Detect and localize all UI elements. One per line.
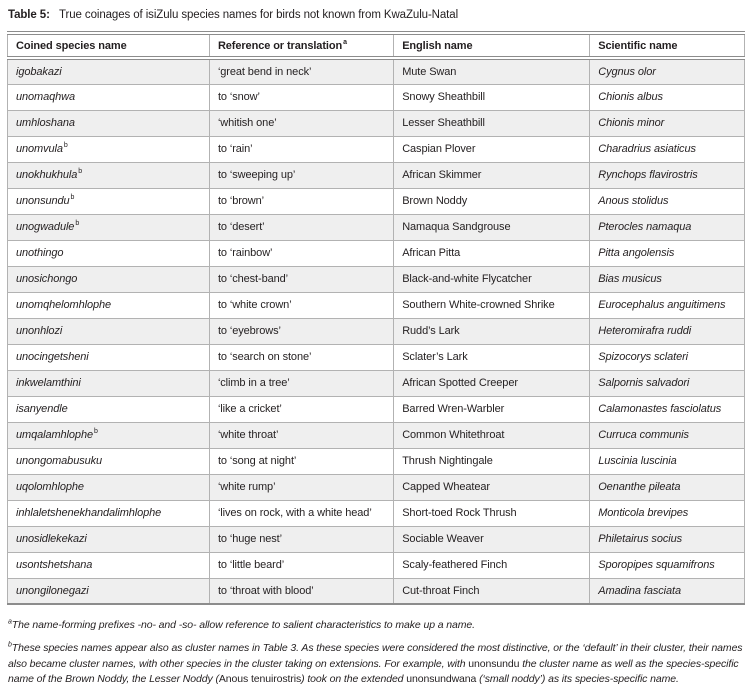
cell-translation: to ‘search on stone’: [209, 344, 393, 370]
cell-scientific-name: Eurocephalus anguitimens: [590, 292, 745, 318]
cell-coined-name: inkwelamthini: [8, 370, 210, 396]
cell-translation: ‘great bend in neck’: [209, 58, 393, 84]
cell-english-name: Capped Wheatear: [394, 474, 590, 500]
cell-coined-name: usontshetshana: [8, 552, 210, 578]
cell-scientific-name: Calamonastes fasciolatus: [590, 396, 745, 422]
cell-english-name: Snowy Sheathbill: [394, 84, 590, 110]
cell-coined-name: unonsundu$^b$: [8, 188, 210, 214]
cell-scientific-name: Chionis albus: [590, 84, 745, 110]
table-row: [8, 292, 745, 318]
table-caption: [8, 9, 745, 21]
cell-translation: to ‘rain’: [209, 136, 393, 162]
cell-coined-name: unosidlekekazi: [8, 526, 210, 552]
footnote-b-marker: b: [8, 641, 12, 649]
table-row: [8, 474, 745, 500]
cell-scientific-name: Charadrius asiaticus: [590, 136, 745, 162]
footnote-a: [8, 618, 746, 634]
footnote-b-segment: unonsundwana: [406, 673, 477, 686]
table-row: [8, 422, 745, 448]
cell-scientific-name: Anous stolidus: [590, 188, 745, 214]
cell-translation: to ‘desert’: [209, 214, 393, 240]
table-row: [8, 344, 745, 370]
cell-coined-name: unogwadule$^b$: [8, 214, 210, 240]
cell-english-name: Thrush Nightingale: [394, 448, 590, 474]
table-row: [8, 58, 745, 84]
table-header: [8, 33, 745, 58]
cell-coined-name: uqolomhlophe: [8, 474, 210, 500]
footnote-b-segment: ) took on the extended: [301, 673, 407, 686]
cell-english-name: African Spotted Creeper: [394, 370, 590, 396]
column-header-label: Scientific name: [598, 39, 678, 52]
footnote-marker-b: b: [70, 194, 75, 202]
cell-coined-name: umhloshana: [8, 110, 210, 136]
cell-scientific-name: Chionis minor: [590, 110, 745, 136]
cell-coined-name: unosichongo: [8, 266, 210, 292]
cell-coined-name: unothingo: [8, 240, 210, 266]
cell-coined-name: unokhukhula$^b$: [8, 162, 210, 188]
cell-scientific-name: Spizocorys sclateri: [590, 344, 745, 370]
table-row: [8, 396, 745, 422]
table-row: [8, 240, 745, 266]
cell-scientific-name: Salpornis salvadori: [590, 370, 745, 396]
cell-english-name: African Skimmer: [394, 162, 590, 188]
cell-scientific-name: Bias musicus: [590, 266, 745, 292]
cell-translation: ‘lives on rock, with a white head’: [209, 500, 393, 526]
cell-english-name: Scaly-feathered Finch: [394, 552, 590, 578]
cell-scientific-name: Curruca communis: [590, 422, 745, 448]
table-row: [8, 552, 745, 578]
table-row: [8, 318, 745, 344]
cell-translation: to ‘huge nest’: [209, 526, 393, 552]
cell-scientific-name: Monticola brevipes: [590, 500, 745, 526]
table-row: [8, 578, 745, 604]
species-table: [7, 31, 745, 605]
cell-coined-name: unomqhelomhlophe: [8, 292, 210, 318]
cell-english-name: African Pitta: [394, 240, 590, 266]
header-row: [8, 33, 745, 58]
cell-coined-name: inhlaletshenekhandalimhlophe: [8, 500, 210, 526]
cell-english-name: Rudd’s Lark: [394, 318, 590, 344]
cell-translation: to ‘brown’: [209, 188, 393, 214]
cell-scientific-name: Sporopipes squamifrons: [590, 552, 745, 578]
cell-english-name: Short-toed Rock Thrush: [394, 500, 590, 526]
cell-scientific-name: Cygnus olor: [590, 58, 745, 84]
cell-coined-name: isanyendle: [8, 396, 210, 422]
cell-english-name: Lesser Sheathbill: [394, 110, 590, 136]
cell-english-name: Black-and-white Flycatcher: [394, 266, 590, 292]
cell-english-name: Brown Noddy: [394, 188, 590, 214]
cell-scientific-name: Oenanthe pileata: [590, 474, 745, 500]
footnote-b: [8, 641, 746, 688]
footnote-marker-b: b: [75, 220, 80, 228]
cell-translation: to ‘song at night’: [209, 448, 393, 474]
footnote-b-segment: (‘small noddy’) as its species-specific name.: [476, 673, 679, 686]
table-row: [8, 370, 745, 396]
cell-coined-name: unongomabusuku: [8, 448, 210, 474]
footnote-marker-b: b: [63, 142, 68, 150]
table-row: [8, 214, 745, 240]
cell-translation: to ‘snow’: [209, 84, 393, 110]
cell-translation: to ‘sweeping up’: [209, 162, 393, 188]
footnote-marker-a: a: [343, 38, 347, 46]
footnote-a-marker: a: [8, 618, 12, 626]
cell-translation: ‘white rump’: [209, 474, 393, 500]
footnote-b-text: [8, 642, 742, 686]
table-row: [8, 500, 745, 526]
cell-english-name: Mute Swan: [394, 58, 590, 84]
cell-translation: ‘like a cricket’: [209, 396, 393, 422]
cell-translation: to ‘chest-band’: [209, 266, 393, 292]
table-row: [8, 266, 745, 292]
cell-english-name: Barred Wren-Warbler: [394, 396, 590, 422]
cell-scientific-name: Pterocles namaqua: [590, 214, 745, 240]
footnote-marker-b: b: [93, 428, 98, 436]
cell-translation: ‘white throat’: [209, 422, 393, 448]
footnote-b-segment: These species names appear also as cluster names in Table 3. As these species were considered the most distinctive, or the ‘default’ in their cluster, their names also became cluster names, with other species in the cluster taking on extensions. For example, with: [8, 641, 743, 670]
table-row: [8, 526, 745, 552]
cell-translation: to ‘eyebrows’: [209, 318, 393, 344]
footnote-b-segment: the cluster name as well as the species-specific name of the Brown Noddy, the Lesser Noddy (: [8, 657, 739, 686]
cell-coined-name: unonhlozi: [8, 318, 210, 344]
column-header-label: Coined species name: [16, 39, 127, 52]
column-header-english-name: [394, 33, 590, 58]
column-header-label: Reference or translation: [217, 39, 343, 52]
cell-coined-name: umqalamhlophe$^b$: [8, 422, 210, 448]
cell-translation: to ‘little beard’: [209, 552, 393, 578]
table-number: Table 5:: [8, 9, 50, 21]
column-header-coined-name: [8, 33, 210, 58]
cell-english-name: Namaqua Sandgrouse: [394, 214, 590, 240]
cell-translation: ‘whitish one’: [209, 110, 393, 136]
table-title: True coinages of isiZulu species names for birds not known from KwaZulu-Natal: [59, 9, 459, 21]
cell-scientific-name: Rynchops flavirostris: [590, 162, 745, 188]
footnote-b-segment: Anous tenuirostris: [218, 673, 302, 686]
cell-translation: to ‘throat with blood’: [209, 578, 393, 604]
cell-coined-name: unocingetsheni: [8, 344, 210, 370]
cell-english-name: Sclater’s Lark: [394, 344, 590, 370]
cell-scientific-name: Heteromirafra ruddi: [590, 318, 745, 344]
column-header-reference: [209, 33, 393, 58]
table-row: [8, 188, 745, 214]
cell-coined-name: igobakazi: [8, 58, 210, 84]
column-header-scientific-name: [590, 33, 745, 58]
cell-scientific-name: Amadina fasciata: [590, 578, 745, 604]
cell-english-name: Caspian Plover: [394, 136, 590, 162]
cell-english-name: Sociable Weaver: [394, 526, 590, 552]
table-row: [8, 84, 745, 110]
cell-translation: ‘climb in a tree’: [209, 370, 393, 396]
table-row: [8, 448, 745, 474]
footnote-a-text: The name-forming prefixes -no- and -so- allow reference to salient characteristics to make up a name.: [11, 619, 475, 631]
footnote-b-segment: unonsundu: [468, 657, 520, 670]
column-header-label: English name: [402, 39, 473, 52]
table-row: [8, 136, 745, 162]
cell-coined-name: unongilonegazi: [8, 578, 210, 604]
table-row: [8, 162, 745, 188]
footnotes: [8, 618, 746, 688]
table-body: [8, 58, 745, 604]
cell-english-name: Southern White-crowned Shrike: [394, 292, 590, 318]
cell-coined-name: unomvula$^b$: [8, 136, 210, 162]
cell-english-name: Common Whitethroat: [394, 422, 590, 448]
cell-scientific-name: Luscinia luscinia: [590, 448, 745, 474]
cell-translation: to ‘rainbow’: [209, 240, 393, 266]
cell-scientific-name: Philetairus socius: [590, 526, 745, 552]
cell-translation: to ‘white crown’: [209, 292, 393, 318]
footnote-marker-b: b: [78, 168, 83, 176]
cell-coined-name: unomaqhwa: [8, 84, 210, 110]
cell-scientific-name: Pitta angolensis: [590, 240, 745, 266]
cell-english-name: Cut-throat Finch: [394, 578, 590, 604]
table-row: [8, 110, 745, 136]
